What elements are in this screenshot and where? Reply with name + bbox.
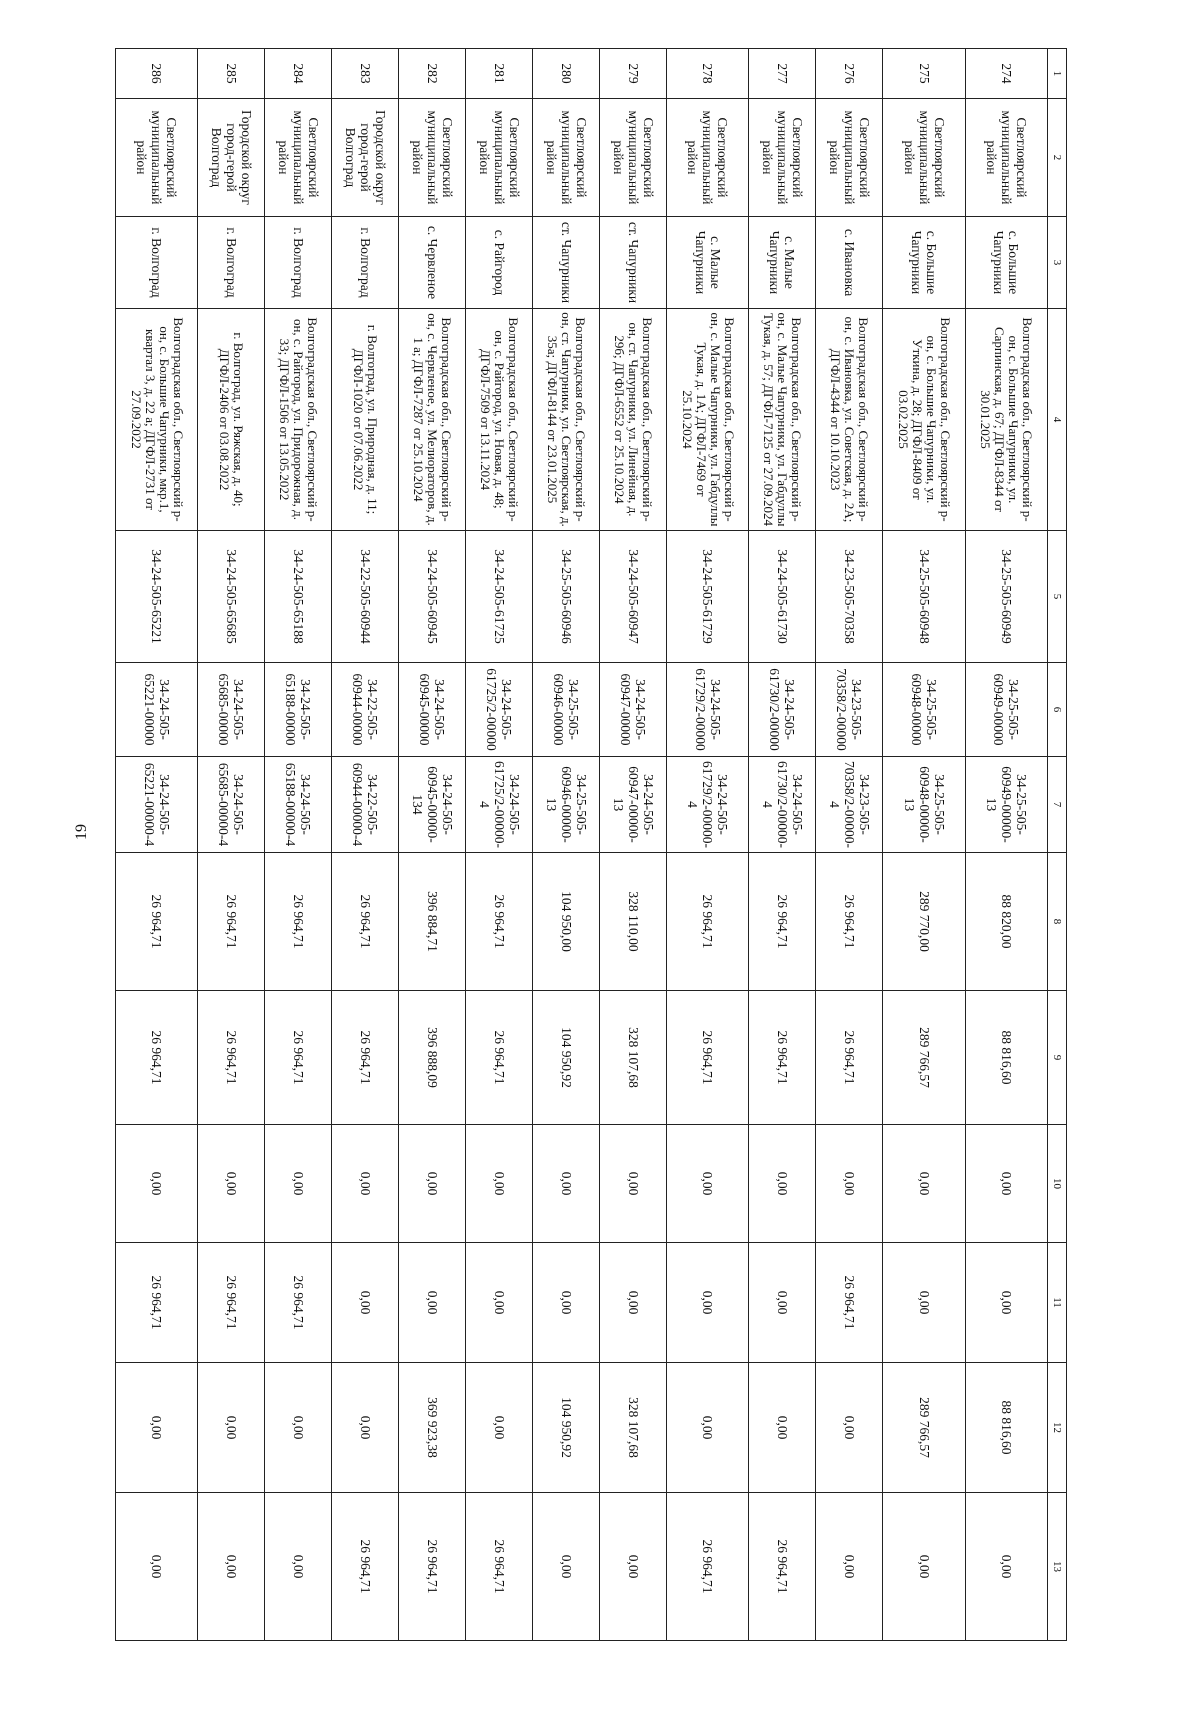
row-number-cell: 279 xyxy=(600,49,667,99)
amount-cell: 0,00 xyxy=(399,1243,466,1363)
locality-cell: с. Малые Чапурники xyxy=(749,217,816,309)
amount-cell: 0,00 xyxy=(198,1125,265,1243)
row-number-cell: 281 xyxy=(466,49,533,99)
code-cell: 34-24-505-60947 xyxy=(600,531,667,663)
register-table-container xyxy=(115,48,1067,1640)
amount-cell: 0,00 xyxy=(533,1125,600,1243)
code-cell: 34-24-505-61730 xyxy=(749,531,816,663)
amount-cell: 26 964,71 xyxy=(116,853,198,991)
row-number-cell: 284 xyxy=(265,49,332,99)
amount-cell: 104 950,92 xyxy=(533,991,600,1125)
code-cell: 34-24-505-61730/2-00000 xyxy=(749,663,816,757)
row-number-cell: 278 xyxy=(667,49,749,99)
table-row xyxy=(399,49,466,1641)
locality-cell: г. Волгоград xyxy=(332,217,399,309)
code-cell: 34-24-505-61729/2-00000 xyxy=(667,663,749,757)
row-number-cell: 274 xyxy=(965,49,1047,99)
municipality-cell: Городской округ город-герой Волгоград xyxy=(198,99,265,217)
locality-cell: г. Волгоград xyxy=(265,217,332,309)
amount-cell: 26 964,71 xyxy=(816,991,883,1125)
amount-cell: 0,00 xyxy=(533,1243,600,1363)
code-cell: 34-23-505-70358/2-00000-4 xyxy=(816,757,883,853)
locality-cell: ст. Чапурники xyxy=(533,217,600,309)
amount-cell: 0,00 xyxy=(399,1125,466,1243)
address-cell: Волгоградская обл., Светлоярский р-он, с. Большие Чапурники, ул. Уткина, д. 28; ДГФЛ-8409 от 03.02.2025 xyxy=(883,309,965,531)
municipality-cell: Светлоярский муниципальный район xyxy=(600,99,667,217)
table-row xyxy=(749,49,816,1641)
amount-cell: 26 964,71 xyxy=(116,991,198,1125)
code-cell: 34-24-505-60947-00000-13 xyxy=(600,757,667,853)
table-row xyxy=(965,49,1047,1641)
code-cell: 34-25-505-60948-00000-13 xyxy=(883,757,965,853)
row-number-cell: 276 xyxy=(816,49,883,99)
code-cell: 34-24-505-65221-00000 xyxy=(116,663,198,757)
amount-cell: 396 888,09 xyxy=(399,991,466,1125)
amount-cell: 26 964,71 xyxy=(749,1493,816,1641)
amount-cell: 26 964,71 xyxy=(466,853,533,991)
municipality-cell: Светлоярский муниципальный район xyxy=(399,99,466,217)
address-cell: г. Волгоград, ул. Ряжская, д. 40; ДГФЛ-2406 от 03.08.2022 xyxy=(198,309,265,531)
locality-cell: г. Волгоград xyxy=(198,217,265,309)
amount-cell: 0,00 xyxy=(198,1493,265,1641)
table-row xyxy=(466,49,533,1641)
address-cell: Волгоградская обл., Светлоярский р-он, с. Райгород, ул. Новая, д. 48; ДГФЛ-7509 от 13.11.2024 xyxy=(466,309,533,531)
amount-cell: 289 770,00 xyxy=(883,853,965,991)
amount-cell: 26 964,71 xyxy=(816,1243,883,1363)
amount-cell: 26 964,71 xyxy=(749,991,816,1125)
address-cell: Волгоградская обл., Светлоярский р-он, с. Ивановка, ул. Советская, д. 2А; ДГФЛ-4344 от 10.10.2023 xyxy=(816,309,883,531)
amount-cell: 26 964,71 xyxy=(198,1243,265,1363)
code-cell: 34-24-505-65188-00000 xyxy=(265,663,332,757)
table-row xyxy=(332,49,399,1641)
amount-cell: 0,00 xyxy=(198,1363,265,1493)
locality-cell: с. Райгород xyxy=(466,217,533,309)
code-cell: 34-24-505-60945-00000-134 xyxy=(399,757,466,853)
amount-cell: 289 766,57 xyxy=(883,1363,965,1493)
address-cell: Волгоградская обл., Светлоярский р-он, ст. Чапурники, ул. Светлоярская, д. 35а; ДГФЛ-8144 от 23.01.2025 xyxy=(533,309,600,531)
amount-cell: 26 964,71 xyxy=(332,1493,399,1641)
table-row xyxy=(600,49,667,1641)
amount-cell: 0,00 xyxy=(749,1363,816,1493)
amount-cell: 0,00 xyxy=(332,1243,399,1363)
amount-cell: 0,00 xyxy=(466,1243,533,1363)
code-cell: 34-24-505-65188-00000-4 xyxy=(265,757,332,853)
column-number: 7 xyxy=(1048,757,1067,853)
code-cell: 34-24-505-61729 xyxy=(667,531,749,663)
municipality-cell: Светлоярский муниципальный район xyxy=(749,99,816,217)
table-row xyxy=(198,49,265,1641)
row-number-cell: 280 xyxy=(533,49,600,99)
amount-cell: 0,00 xyxy=(667,1363,749,1493)
code-cell: 34-24-505-60947-00000 xyxy=(600,663,667,757)
municipality-cell: Светлоярский муниципальный район xyxy=(466,99,533,217)
municipality-cell: Городской округ город-герой Волгоград xyxy=(332,99,399,217)
amount-cell: 0,00 xyxy=(816,1125,883,1243)
column-number: 1 xyxy=(1048,49,1067,99)
code-cell: 34-25-505-60948 xyxy=(883,531,965,663)
locality-cell: с. Червленое xyxy=(399,217,466,309)
address-cell: Волгоградская обл., Светлоярский р-он, с. Малые Чапурники, ул. Габдуллы Тукая, д. 57; ДГФЛ-7125 от 27.09.2024 xyxy=(749,309,816,531)
amount-cell: 0,00 xyxy=(466,1363,533,1493)
code-cell: 34-24-505-65685-00000 xyxy=(198,663,265,757)
amount-cell: 0,00 xyxy=(965,1493,1047,1641)
amount-cell: 26 964,71 xyxy=(332,991,399,1125)
amount-cell: 0,00 xyxy=(533,1493,600,1641)
amount-cell: 0,00 xyxy=(965,1243,1047,1363)
row-number-cell: 282 xyxy=(399,49,466,99)
amount-cell: 26 964,71 xyxy=(332,853,399,991)
amount-cell: 0,00 xyxy=(600,1243,667,1363)
municipality-cell: Светлоярский муниципальный район xyxy=(883,99,965,217)
amount-cell: 289 766,57 xyxy=(883,991,965,1125)
address-cell: Волгоградская обл., Светлоярский р-он, ст. Чапурники, ул. Линейная, д. 29б; ДГФЛ-6552 от 25.10.2024 xyxy=(600,309,667,531)
code-cell: 34-24-505-65221 xyxy=(116,531,198,663)
table-row xyxy=(667,49,749,1641)
amount-cell: 88 816,60 xyxy=(965,1363,1047,1493)
municipality-cell: Светлоярский муниципальный район xyxy=(965,99,1047,217)
column-number: 11 xyxy=(1048,1243,1067,1363)
amount-cell: 26 964,71 xyxy=(116,1243,198,1363)
locality-cell: с. Малые Чапурники xyxy=(667,217,749,309)
amount-cell: 26 964,71 xyxy=(816,853,883,991)
code-cell: 34-24-505-61725 xyxy=(466,531,533,663)
code-cell: 34-22-505-60944-00000-4 xyxy=(332,757,399,853)
row-number-cell: 283 xyxy=(332,49,399,99)
code-cell: 34-22-505-60944 xyxy=(332,531,399,663)
municipality-cell: Светлоярский муниципальный район xyxy=(533,99,600,217)
amount-cell: 328 107,68 xyxy=(600,1363,667,1493)
code-cell: 34-25-505-60946-00000 xyxy=(533,663,600,757)
address-cell: Волгоградская обл., Светлоярский р-он, с. Червленое, ул. Мелиораторов, д. 1 а; ДГФЛ-7287 от 25.10.2024 xyxy=(399,309,466,531)
address-cell: г. Волгоград, ул. Природная, д. 11; ДГФЛ-1020 от 07.06.2022 xyxy=(332,309,399,531)
code-cell: 34-24-505-65221-00000-4 xyxy=(116,757,198,853)
table-row xyxy=(265,49,332,1641)
amount-cell: 88 816,60 xyxy=(965,991,1047,1125)
amount-cell: 0,00 xyxy=(116,1493,198,1641)
code-cell: 34-23-505-70358 xyxy=(816,531,883,663)
table-row xyxy=(816,49,883,1641)
code-cell: 34-22-505-60944-00000 xyxy=(332,663,399,757)
code-cell: 34-25-505-60948-00000 xyxy=(883,663,965,757)
code-cell: 34-24-505-61725/2-00000-4 xyxy=(466,757,533,853)
locality-cell: с. Ивановка xyxy=(816,217,883,309)
column-number: 3 xyxy=(1048,217,1067,309)
amount-cell: 0,00 xyxy=(667,1125,749,1243)
municipality-cell: Светлоярский муниципальный район xyxy=(667,99,749,217)
municipality-cell: Светлоярский муниципальный район xyxy=(816,99,883,217)
amount-cell: 104 950,00 xyxy=(533,853,600,991)
code-cell: 34-24-505-65685 xyxy=(198,531,265,663)
amount-cell: 26 964,71 xyxy=(667,1493,749,1641)
amount-cell: 0,00 xyxy=(265,1363,332,1493)
register-table xyxy=(115,48,1067,1641)
column-number: 12 xyxy=(1048,1363,1067,1493)
code-cell: 34-24-505-61725/2-00000 xyxy=(466,663,533,757)
amount-cell: 26 964,71 xyxy=(198,853,265,991)
amount-cell: 26 964,71 xyxy=(265,991,332,1125)
code-cell: 34-25-505-60949-00000 xyxy=(965,663,1047,757)
amount-cell: 0,00 xyxy=(116,1125,198,1243)
amount-cell: 0,00 xyxy=(883,1493,965,1641)
code-cell: 34-24-505-61730/2-00000-4 xyxy=(749,757,816,853)
amount-cell: 0,00 xyxy=(965,1125,1047,1243)
column-number: 4 xyxy=(1048,309,1067,531)
code-cell: 34-25-505-60949 xyxy=(965,531,1047,663)
row-number-cell: 285 xyxy=(198,49,265,99)
code-cell: 34-24-505-60945-00000 xyxy=(399,663,466,757)
amount-cell: 26 964,71 xyxy=(265,1243,332,1363)
code-cell: 34-25-505-60949-00000-13 xyxy=(965,757,1047,853)
address-cell: Волгоградская обл., Светлоярский р-он, с. Большие Чапурники, мкр.1, квартал 3, д. 22 а; ДГФЛ-2731 от 27.09.2022 xyxy=(116,309,198,531)
row-number-cell: 286 xyxy=(116,49,198,99)
amount-cell: 26 964,71 xyxy=(198,991,265,1125)
column-number: 6 xyxy=(1048,663,1067,757)
amount-cell: 0,00 xyxy=(883,1125,965,1243)
amount-cell: 88 820,00 xyxy=(965,853,1047,991)
amount-cell: 0,00 xyxy=(332,1125,399,1243)
locality-cell: с. Большие Чапурники xyxy=(883,217,965,309)
amount-cell: 0,00 xyxy=(749,1243,816,1363)
amount-cell: 0,00 xyxy=(883,1243,965,1363)
table-body xyxy=(116,49,1067,1641)
code-cell: 34-24-505-61729/2-00000-4 xyxy=(667,757,749,853)
code-cell: 34-24-505-65685-00000-4 xyxy=(198,757,265,853)
amount-cell: 26 964,71 xyxy=(466,991,533,1125)
column-number: 9 xyxy=(1048,991,1067,1125)
amount-cell: 0,00 xyxy=(749,1125,816,1243)
amount-cell: 0,00 xyxy=(600,1125,667,1243)
code-cell: 34-24-505-60945 xyxy=(399,531,466,663)
amount-cell: 0,00 xyxy=(265,1125,332,1243)
amount-cell: 0,00 xyxy=(816,1363,883,1493)
amount-cell: 0,00 xyxy=(265,1493,332,1641)
column-number: 8 xyxy=(1048,853,1067,991)
row-number-cell: 275 xyxy=(883,49,965,99)
column-number: 10 xyxy=(1048,1125,1067,1243)
amount-cell: 26 964,71 xyxy=(265,853,332,991)
amount-cell: 26 964,71 xyxy=(667,853,749,991)
amount-cell: 0,00 xyxy=(600,1493,667,1641)
row-number-cell: 277 xyxy=(749,49,816,99)
amount-cell: 328 110,00 xyxy=(600,853,667,991)
table-row xyxy=(883,49,965,1641)
address-cell: Волгоградская обл., Светлоярский р-он, с. Райгород, ул. Придорожная, д. 33; ДГФЛ-1506 от 13.05.2022 xyxy=(265,309,332,531)
amount-cell: 0,00 xyxy=(332,1363,399,1493)
address-cell: Волгоградская обл., Светлоярский р-он, с. Большие Чапурники, ул. Сарпинская, д. 67; ДГФЛ-8344 от 30.01.2025 xyxy=(965,309,1047,531)
locality-cell: г. Волгоград xyxy=(116,217,198,309)
amount-cell: 26 964,71 xyxy=(667,991,749,1125)
amount-cell: 26 964,71 xyxy=(466,1493,533,1641)
amount-cell: 0,00 xyxy=(667,1243,749,1363)
amount-cell: 369 923,38 xyxy=(399,1363,466,1493)
table-row xyxy=(533,49,600,1641)
municipality-cell: Светлоярский муниципальный район xyxy=(265,99,332,217)
amount-cell: 0,00 xyxy=(466,1125,533,1243)
column-number-row xyxy=(1048,49,1067,1641)
code-cell: 34-25-505-60946-00000-13 xyxy=(533,757,600,853)
code-cell: 34-24-505-65188 xyxy=(265,531,332,663)
locality-cell: ст. Чапурники xyxy=(600,217,667,309)
amount-cell: 396 884,71 xyxy=(399,853,466,991)
amount-cell: 328 107,68 xyxy=(600,991,667,1125)
municipality-cell: Светлоярский муниципальный район xyxy=(116,99,198,217)
column-number: 13 xyxy=(1048,1493,1067,1641)
amount-cell: 104 950,92 xyxy=(533,1363,600,1493)
locality-cell: с. Большие Чапурники xyxy=(965,217,1047,309)
code-cell: 34-23-505-70358/2-00000 xyxy=(816,663,883,757)
amount-cell: 0,00 xyxy=(816,1493,883,1641)
page-number: 19 xyxy=(73,824,90,840)
amount-cell: 0,00 xyxy=(116,1363,198,1493)
address-cell: Волгоградская обл., Светлоярский р-он, с. Малые Чапурники, ул. Габдуллы Тукая, д. 1А; ДГФЛ-7469 от 25.10.2024 xyxy=(667,309,749,531)
column-number: 5 xyxy=(1048,531,1067,663)
amount-cell: 26 964,71 xyxy=(399,1493,466,1641)
amount-cell: 26 964,71 xyxy=(749,853,816,991)
code-cell: 34-25-505-60946 xyxy=(533,531,600,663)
column-number: 2 xyxy=(1048,99,1067,217)
table-row xyxy=(116,49,198,1641)
